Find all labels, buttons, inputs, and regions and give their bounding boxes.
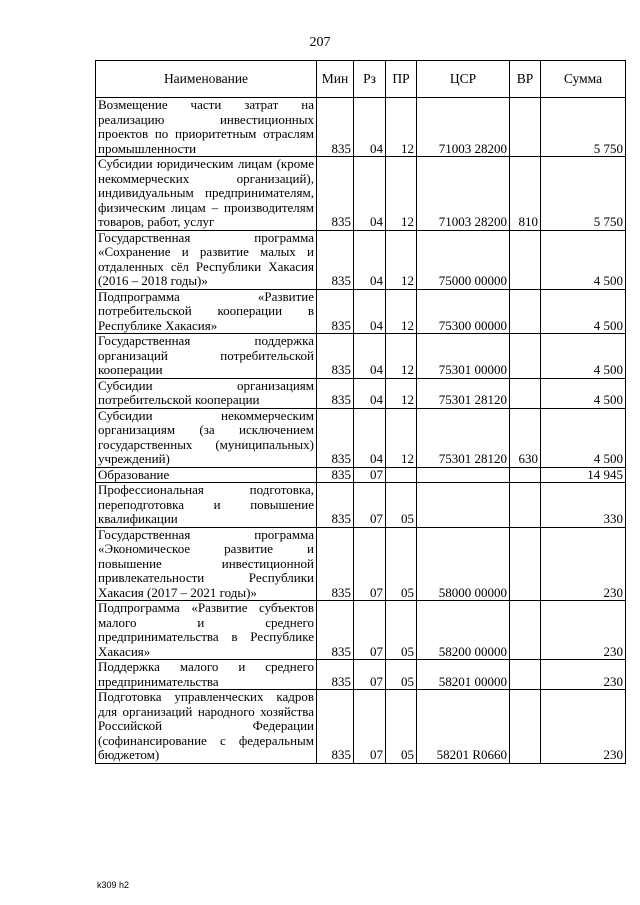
row-name: Государственная программа «Сохранение и развитие малых и отдаленных сёл Республики Хакасия (2016 – 2018 годы)» bbox=[96, 230, 317, 289]
row-vr: 630 bbox=[510, 408, 541, 467]
row-sum: 230 bbox=[541, 690, 626, 764]
table-row bbox=[96, 378, 626, 408]
row-min: 835 bbox=[317, 467, 354, 483]
row-vr bbox=[510, 690, 541, 764]
column-header-min: Мин bbox=[317, 61, 354, 98]
table-row bbox=[96, 660, 626, 690]
row-vr: 810 bbox=[510, 157, 541, 231]
row-sum: 330 bbox=[541, 483, 626, 528]
table-row bbox=[96, 98, 626, 157]
row-csr: 58201 00000 bbox=[417, 660, 510, 690]
row-rz: 04 bbox=[354, 230, 386, 289]
row-sum: 4 500 bbox=[541, 334, 626, 379]
row-min: 835 bbox=[317, 378, 354, 408]
row-rz: 07 bbox=[354, 660, 386, 690]
row-min: 835 bbox=[317, 157, 354, 231]
row-min: 835 bbox=[317, 601, 354, 660]
row-sum: 5 750 bbox=[541, 157, 626, 231]
table-row bbox=[96, 467, 626, 483]
row-min: 835 bbox=[317, 660, 354, 690]
row-pr: 12 bbox=[386, 157, 417, 231]
column-header-pr: ПР bbox=[386, 61, 417, 98]
row-name: Субсидии юридическим лицам (кроме некоммерческих организаций), индивидуальным предпринимателям, физическим лицам – производителям товаров, работ, услуг bbox=[96, 157, 317, 231]
table-row bbox=[96, 157, 626, 231]
row-vr bbox=[510, 289, 541, 334]
column-header-name: Наименование bbox=[96, 61, 317, 98]
row-pr: 12 bbox=[386, 289, 417, 334]
row-sum: 14 945 bbox=[541, 467, 626, 483]
table-row bbox=[96, 527, 626, 601]
row-min: 835 bbox=[317, 334, 354, 379]
table-row bbox=[96, 230, 626, 289]
row-csr: 75301 00000 bbox=[417, 334, 510, 379]
column-header-csr: ЦСР bbox=[417, 61, 510, 98]
row-name: Государственная программа «Экономическое развитие и повышение инвестиционной привлекательности Республики Хакасия (2017 – 2021 годы)» bbox=[96, 527, 317, 601]
footer-code: k309 h2 bbox=[97, 880, 130, 890]
row-rz: 04 bbox=[354, 98, 386, 157]
row-min: 835 bbox=[317, 483, 354, 528]
row-min: 835 bbox=[317, 408, 354, 467]
row-rz: 04 bbox=[354, 157, 386, 231]
column-header-rz: Рз bbox=[354, 61, 386, 98]
row-vr bbox=[510, 660, 541, 690]
row-name: Профессиональная подготовка, переподготовка и повышение квалификации bbox=[96, 483, 317, 528]
row-rz: 07 bbox=[354, 467, 386, 483]
table-row bbox=[96, 690, 626, 764]
row-name: Подготовка управленческих кадров для организаций народного хозяйства Российской Федерации (софинансирование с федеральным бюджетом) bbox=[96, 690, 317, 764]
row-vr bbox=[510, 483, 541, 528]
row-pr: 12 bbox=[386, 408, 417, 467]
row-name: Подпрограмма «Развитие субъектов малого и среднего предпринимательства в Республике Хакасия» bbox=[96, 601, 317, 660]
row-name: Подпрограмма «Развитие потребительской кооперации в Республике Хакасия» bbox=[96, 289, 317, 334]
row-csr bbox=[417, 483, 510, 528]
row-pr: 12 bbox=[386, 230, 417, 289]
row-sum: 4 500 bbox=[541, 378, 626, 408]
table-row bbox=[96, 483, 626, 528]
row-csr: 71003 28200 bbox=[417, 98, 510, 157]
page-number: 207 bbox=[309, 35, 331, 50]
row-csr: 58200 00000 bbox=[417, 601, 510, 660]
row-csr bbox=[417, 467, 510, 483]
row-vr bbox=[510, 527, 541, 601]
row-min: 835 bbox=[317, 527, 354, 601]
row-rz: 04 bbox=[354, 289, 386, 334]
row-csr: 58201 R0660 bbox=[417, 690, 510, 764]
row-vr bbox=[510, 98, 541, 157]
row-pr bbox=[386, 467, 417, 483]
row-rz: 07 bbox=[354, 690, 386, 764]
row-name: Субсидии некоммерческим организациям (за исключением государственных (муниципальных) учреждений) bbox=[96, 408, 317, 467]
row-sum: 230 bbox=[541, 527, 626, 601]
row-sum: 230 bbox=[541, 601, 626, 660]
header-row bbox=[96, 61, 626, 98]
table-row bbox=[96, 289, 626, 334]
row-rz: 04 bbox=[354, 378, 386, 408]
row-csr: 75000 00000 bbox=[417, 230, 510, 289]
row-name: Поддержка малого и среднего предпринимательства bbox=[96, 660, 317, 690]
row-pr: 05 bbox=[386, 483, 417, 528]
row-name: Государственная поддержка организаций потребительской кооперации bbox=[96, 334, 317, 379]
row-csr: 75301 28120 bbox=[417, 408, 510, 467]
row-csr: 75301 28120 bbox=[417, 378, 510, 408]
row-sum: 230 bbox=[541, 660, 626, 690]
row-rz: 07 bbox=[354, 483, 386, 528]
row-sum: 4 500 bbox=[541, 289, 626, 334]
row-vr bbox=[510, 334, 541, 379]
row-pr: 05 bbox=[386, 601, 417, 660]
row-min: 835 bbox=[317, 98, 354, 157]
column-header-sum: Сумма bbox=[541, 61, 626, 98]
row-csr: 71003 28200 bbox=[417, 157, 510, 231]
row-name: Образование bbox=[96, 467, 317, 483]
row-rz: 07 bbox=[354, 527, 386, 601]
row-pr: 05 bbox=[386, 527, 417, 601]
row-vr bbox=[510, 378, 541, 408]
table-row bbox=[96, 601, 626, 660]
row-pr: 12 bbox=[386, 334, 417, 379]
row-min: 835 bbox=[317, 690, 354, 764]
row-min: 835 bbox=[317, 289, 354, 334]
row-pr: 12 bbox=[386, 98, 417, 157]
row-csr: 75300 00000 bbox=[417, 289, 510, 334]
row-sum: 4 500 bbox=[541, 230, 626, 289]
row-rz: 07 bbox=[354, 601, 386, 660]
row-pr: 12 bbox=[386, 378, 417, 408]
row-rz: 04 bbox=[354, 334, 386, 379]
row-name: Субсидии организациям потребительской кооперации bbox=[96, 378, 317, 408]
row-pr: 05 bbox=[386, 660, 417, 690]
row-rz: 04 bbox=[354, 408, 386, 467]
row-vr bbox=[510, 230, 541, 289]
budget-table bbox=[95, 60, 626, 764]
row-name: Возмещение части затрат на реализацию инвестиционных проектов по приоритетным отраслям промышленности bbox=[96, 98, 317, 157]
row-min: 835 bbox=[317, 230, 354, 289]
row-vr bbox=[510, 601, 541, 660]
row-sum: 5 750 bbox=[541, 98, 626, 157]
row-sum: 4 500 bbox=[541, 408, 626, 467]
row-pr: 05 bbox=[386, 690, 417, 764]
column-header-vr: ВР bbox=[510, 61, 541, 98]
row-csr: 58000 00000 bbox=[417, 527, 510, 601]
table-row bbox=[96, 408, 626, 467]
row-vr bbox=[510, 467, 541, 483]
table-row bbox=[96, 334, 626, 379]
